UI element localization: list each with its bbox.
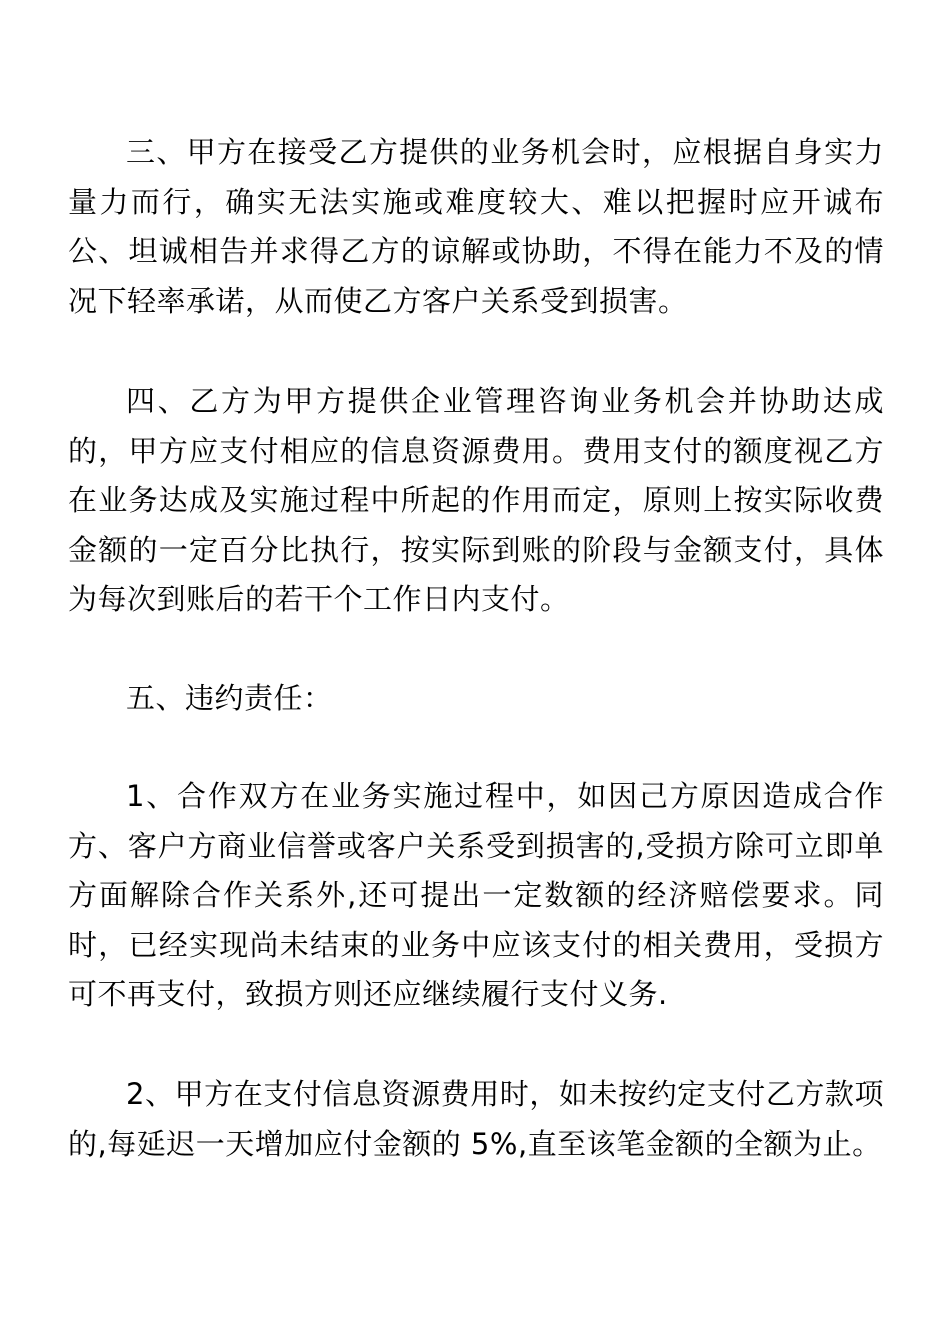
clause-five-heading: 五、违约责任： — [126, 681, 333, 715]
clause-four-paragraph: 四、乙方为甲方提供企业管理咨询业务机会并协助达成的，甲方应支付相应的信息资源费用。费用支付的额度视乙方在业务达成及实施过程中所起的作用而定，原则上按实际收费金额的一定百分比执行，按实际到账的阶段与金额支付，具体为每次到账后的若干个工作日内支付。 — [68, 384, 884, 616]
breach-item-1-paragraph: 1、合作双方在业务实施过程中，如因己方原因造成合作方、客户方商业信誉或客户关系受到损害的,受损方除可立即单方面解除合作关系外,还可提出一定数额的经济赔偿要求。同时，已经实现尚未结束的业务中应该支付的相关费用，受损方可不再支付，致损方则还应继续履行支付义务. — [68, 779, 884, 1011]
breach-item-2-paragraph: 2、甲方在支付信息资源费用时，如未按约定支付乙方款项的,每延迟一天增加应付金额的 5%,直至该笔金额的全额为止。 — [68, 1077, 884, 1161]
clause-three-paragraph: 三、甲方在接受乙方提供的业务机会时，应根据自身实力量力而行，确实无法实施或难度较大、难以把握时应开诚布公、坦诚相告并求得乙方的谅解或协助，不得在能力不及的情况下轻率承诺，从而使乙方客户关系受到损害。 — [68, 135, 884, 318]
